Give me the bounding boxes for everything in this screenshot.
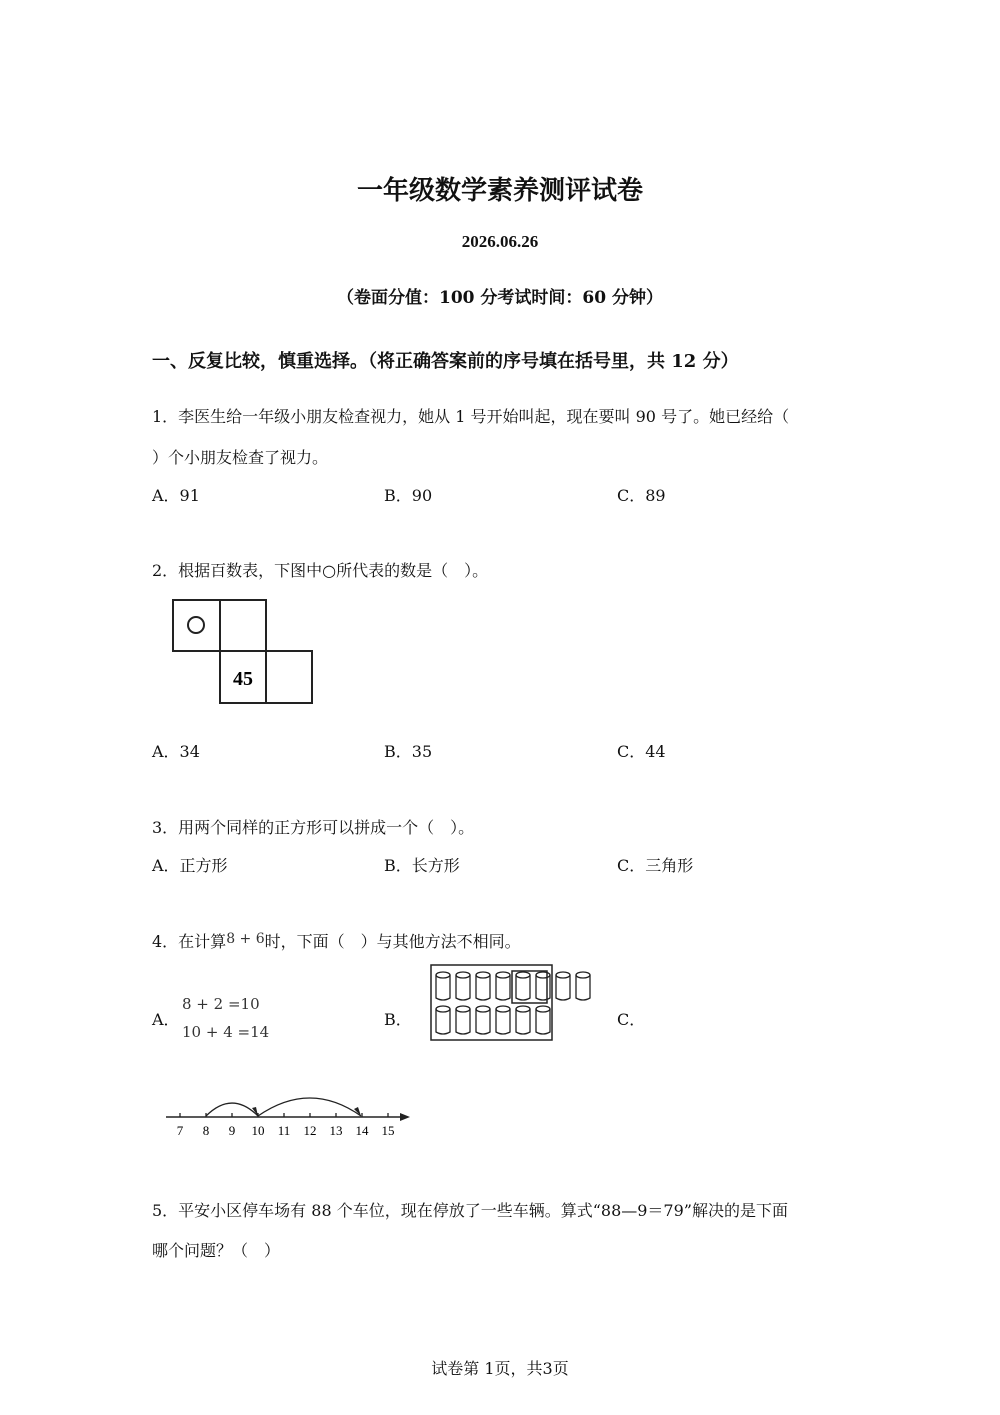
cylinder (436, 972, 450, 1000)
hundred-chart-fragment (170, 597, 316, 705)
number-line-label: 7 (176, 1123, 184, 1138)
circle-symbol (188, 617, 204, 633)
number-line-label: 15 (381, 1123, 395, 1138)
number-line-label: 10 (251, 1123, 265, 1138)
question-3-option-a: A．正方形 (152, 856, 228, 875)
number-line-label: 12 (303, 1123, 317, 1138)
question-3-option-b: B．长方形 (384, 856, 460, 875)
question-4-expression: 8 + 6 (226, 931, 265, 947)
page-footer: 试卷第 1页，共3页 (431, 1359, 569, 1378)
question-1-option-a: A．91 (152, 486, 200, 505)
question-2-option-c: C．44 (617, 742, 666, 761)
question-4-option-c-label: C． (617, 1010, 646, 1029)
counting-cylinders-figure (428, 962, 594, 1042)
question-1-option-c: C．89 (617, 486, 666, 505)
section-heading: 一、反复比较，慎重选择。（将正确答案前的序号填在括号里，共 12 分） (152, 351, 739, 372)
number-line-label: 13 (329, 1123, 343, 1138)
cylinder (496, 1006, 510, 1034)
page-title: 一年级数学素养测评试卷 (356, 176, 643, 206)
cylinder (556, 972, 570, 1000)
question-4-option-a-line1: 8 + 2 =10 (182, 995, 260, 1013)
cylinder (496, 972, 510, 1000)
number-line-label: 8 (202, 1123, 210, 1138)
question-4-line1 (152, 929, 521, 952)
cylinder (456, 1006, 470, 1034)
question-5-line2: 哪个问题？（ ） (152, 1241, 281, 1260)
cylinder (536, 1006, 550, 1034)
score-info: （卷面分值：100 分考试时间：60 分钟） (337, 288, 663, 308)
cylinder (516, 972, 530, 1000)
question-4-option-a-line2: 10 + 4 =14 (182, 1023, 270, 1041)
number-line-label: 9 (228, 1123, 236, 1138)
question-4-option-a-label: A． (152, 1010, 180, 1029)
question-4-prefix: 4．在计算 (152, 932, 227, 951)
question-3-option-c: C．三角形 (617, 856, 694, 875)
question-1-option-b: B．90 (384, 486, 433, 505)
number-line-label: 14 (355, 1123, 369, 1138)
question-1-line2: ）个小朋友检查了视力。 (152, 448, 329, 467)
exam-date: 2026.06.26 (461, 232, 539, 251)
question-2-option-a: A．34 (152, 742, 200, 761)
cylinder (476, 1006, 490, 1034)
question-2-option-b: B．35 (384, 742, 433, 761)
cylinder (536, 972, 550, 1000)
grid-number: 45 (233, 668, 253, 690)
cylinder (476, 972, 490, 1000)
cylinder (456, 972, 470, 1000)
number-line-label: 11 (277, 1123, 291, 1138)
cylinder (576, 972, 590, 1000)
question-1-line1: 1．李医生给一年级小朋友检查视力，她从 1 号开始叫起，现在要叫 90 号了。她已经给（ (152, 407, 790, 426)
question-3-line1: 3．用两个同样的正方形可以拼成一个（ ）。 (152, 818, 475, 837)
question-4-suffix: 时，下面（ ）与其他方法不相同。 (264, 932, 521, 951)
cylinder (436, 1006, 450, 1034)
question-2-line1: 2．根据百数表，下图中○所代表的数是（ ）。 (152, 561, 489, 580)
number-line-figure (160, 1088, 420, 1144)
cylinder (516, 1006, 530, 1034)
question-5-line1: 5．平安小区停车场有 88 个车位，现在停放了一些车辆。算式“88—9＝79”解决的是下面 (152, 1201, 788, 1220)
question-4-option-b-label: B． (384, 1010, 412, 1029)
